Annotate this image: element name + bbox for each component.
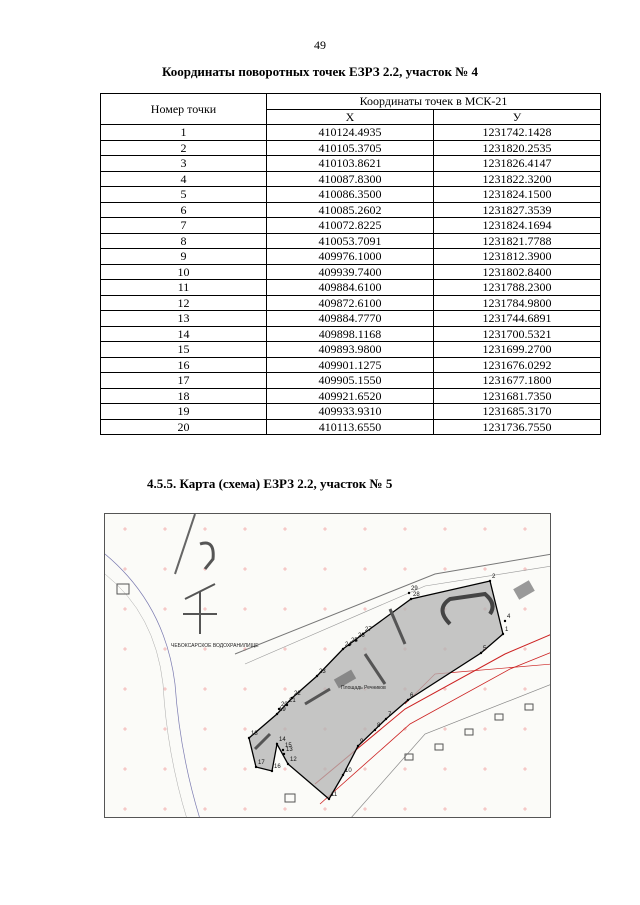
turning-point-label: 2 [492, 574, 496, 580]
map-graphic [105, 514, 551, 818]
turning-point-marker [385, 718, 387, 720]
point-number-cell: 15 [101, 342, 267, 358]
table-row [101, 326, 601, 342]
turning-point-label: 23 [319, 669, 326, 675]
turning-point-label: 1 [505, 627, 509, 633]
turning-point-marker [342, 648, 344, 650]
x-cell: 410086.3500 [267, 187, 434, 203]
table-row [101, 171, 601, 187]
turning-point-label: 20 [281, 702, 288, 708]
y-cell: 1231820.2535 [434, 140, 601, 156]
turning-point-marker [276, 713, 278, 715]
point-number-cell: 11 [101, 280, 267, 296]
turning-point-label: 7 [388, 712, 392, 718]
turning-point-label: 17 [258, 760, 265, 766]
turning-point-marker [271, 770, 273, 772]
y-cell: 1231736.7550 [434, 419, 601, 435]
point-number-cell: 19 [101, 404, 267, 420]
x-cell: 410103.8621 [267, 156, 434, 172]
point-number-cell: 20 [101, 419, 267, 435]
point-number-cell: 9 [101, 249, 267, 265]
turning-point-label: 21 [289, 698, 296, 704]
coordinates-table [100, 93, 601, 435]
point-number-cell: 4 [101, 171, 267, 187]
turning-point-marker [276, 743, 278, 745]
x-cell: 410072.8225 [267, 218, 434, 234]
y-cell: 1231812.3900 [434, 249, 601, 265]
turning-point-label: 9 [360, 739, 364, 745]
turning-point-marker [407, 699, 409, 701]
table-row [101, 342, 601, 358]
turning-point-marker [504, 620, 506, 622]
x-cell: 409905.1550 [267, 373, 434, 389]
point-number-cell: 1 [101, 125, 267, 141]
y-cell: 1231677.1800 [434, 373, 601, 389]
turning-point-marker [410, 598, 412, 600]
y-cell: 1231802.8400 [434, 264, 601, 280]
turning-point-label: 18 [251, 731, 258, 737]
point-number-cell: 14 [101, 326, 267, 342]
street-label: Площадь Речников [341, 685, 386, 691]
turning-point-label: 29 [411, 586, 418, 592]
table-title: Координаты поворотных точек ЕЗРЗ 2.2, участок № 4 [161, 64, 479, 79]
x-cell: 410085.2602 [267, 202, 434, 218]
y-cell: 1231676.0292 [434, 357, 601, 373]
y-cell: 1231699.2700 [434, 342, 601, 358]
turning-point-marker [282, 749, 284, 751]
x-cell: 409893.9800 [267, 342, 434, 358]
table-row [101, 249, 601, 265]
x-cell: 409884.6100 [267, 280, 434, 296]
point-number-cell: 3 [101, 156, 267, 172]
point-number-cell: 12 [101, 295, 267, 311]
table-row [101, 264, 601, 280]
point-number-cell: 17 [101, 373, 267, 389]
point-number-cell: 8 [101, 233, 267, 249]
table-row [101, 357, 601, 373]
y-cell: 1231784.9800 [434, 295, 601, 311]
table-row [101, 311, 601, 327]
y-cell: 1231826.4147 [434, 156, 601, 172]
turning-point-label: 8 [377, 723, 381, 729]
point-number-cell: 18 [101, 388, 267, 404]
y-cell: 1231824.1694 [434, 218, 601, 234]
turning-point-label: 14 [279, 737, 286, 743]
turning-point-marker [283, 753, 285, 755]
y-cell: 1231827.3539 [434, 202, 601, 218]
turning-point-marker [287, 763, 289, 765]
turning-point-label: 22 [294, 691, 301, 697]
point-number-cell: 10 [101, 264, 267, 280]
turning-point-label: 6 [410, 693, 414, 699]
y-cell: 1231742.1428 [434, 125, 601, 141]
point-number-cell: 2 [101, 140, 267, 156]
turning-point-marker [316, 675, 318, 677]
turning-point-label: 4 [507, 614, 511, 620]
turning-point-label: 12 [290, 757, 297, 763]
turning-point-label: 25 [351, 638, 358, 644]
turning-point-marker [408, 592, 410, 594]
table-row [101, 218, 601, 234]
table-row [101, 280, 601, 296]
y-cell: 1231744.6891 [434, 311, 601, 327]
turning-point-label: 24 [345, 642, 352, 648]
table-row [101, 125, 601, 141]
x-cell: 409884.7770 [267, 311, 434, 327]
x-cell: 409872.6100 [267, 295, 434, 311]
turning-point-label: 5 [483, 646, 487, 652]
turning-point-marker [255, 766, 257, 768]
turning-point-label: 19 [279, 707, 286, 713]
map-scheme [104, 513, 551, 818]
turning-point-label: 26 [358, 633, 365, 639]
table-row [101, 233, 601, 249]
turning-point-label: 15 [285, 743, 292, 749]
y-cell: 1231824.1500 [434, 187, 601, 203]
x-cell: 409901.1275 [267, 357, 434, 373]
turning-point-marker [328, 798, 330, 800]
turning-point-label: 13 [286, 747, 293, 753]
x-cell: 410113.6550 [267, 419, 434, 435]
point-number-cell: 13 [101, 311, 267, 327]
y-cell: 1231821.7788 [434, 233, 601, 249]
x-cell: 409939.7400 [267, 264, 434, 280]
point-number-cell: 16 [101, 357, 267, 373]
table-row [101, 140, 601, 156]
y-cell: 1231822.3200 [434, 171, 601, 187]
turning-point-marker [248, 737, 250, 739]
y-cell: 1231700.5321 [434, 326, 601, 342]
point-number-cell: 5 [101, 187, 267, 203]
turning-point-marker [357, 745, 359, 747]
table-row [101, 404, 601, 420]
turning-point-label: 16 [274, 764, 281, 770]
y-cell: 1231788.2300 [434, 280, 601, 296]
turning-point-marker [502, 633, 504, 635]
table-row [101, 202, 601, 218]
header-coordinates: Координаты точек в МСК-21 [267, 94, 601, 110]
turning-point-marker [480, 652, 482, 654]
turning-point-marker [489, 580, 491, 582]
table-row [101, 419, 601, 435]
turning-point-label: 10 [345, 768, 352, 774]
y-cell: 1231681.7350 [434, 388, 601, 404]
table-row [101, 187, 601, 203]
turning-point-label: 28 [413, 592, 420, 598]
x-cell: 410105.3705 [267, 140, 434, 156]
turning-point-marker [374, 729, 376, 731]
header-y: У [434, 109, 601, 125]
table-row [101, 156, 601, 172]
x-cell: 409921.6520 [267, 388, 434, 404]
x-cell: 409898.1168 [267, 326, 434, 342]
header-point-number: Номер точки [101, 94, 267, 125]
y-cell: 1231685.3170 [434, 404, 601, 420]
x-cell: 409976.1000 [267, 249, 434, 265]
table-row [101, 388, 601, 404]
point-number-cell: 7 [101, 218, 267, 234]
x-cell: 410053.7091 [267, 233, 434, 249]
point-number-cell: 6 [101, 202, 267, 218]
turning-point-label: 27 [365, 627, 372, 633]
x-cell: 409933.9310 [267, 404, 434, 420]
x-cell: 410124.4935 [267, 125, 434, 141]
reservoir-label: ЧЕБОКСАРСКОЕ ВОДОХРАНИЛИЩЕ [171, 643, 259, 649]
section-title: 4.5.5. Карта (схема) ЕЗРЗ 2.2, участок № 5 [147, 476, 393, 491]
x-cell: 410087.8300 [267, 171, 434, 187]
page-number: 49 [314, 38, 326, 52]
table-row [101, 373, 601, 389]
turning-point-label: 11 [331, 792, 338, 798]
table-row [101, 295, 601, 311]
turning-point-marker [342, 774, 344, 776]
table-body [101, 125, 601, 435]
header-x: X [267, 109, 434, 125]
